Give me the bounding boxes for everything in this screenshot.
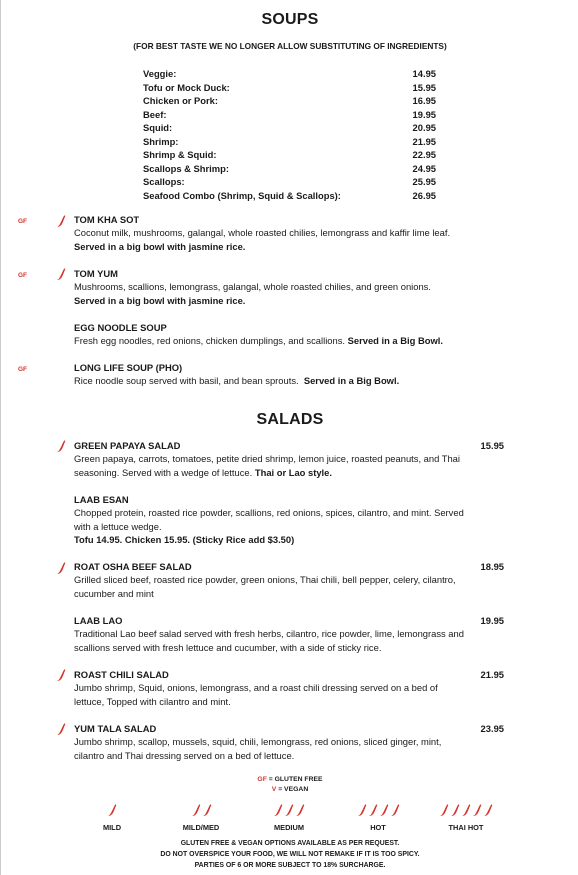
spice-label-medium: MEDIUM: [274, 823, 304, 832]
item-price: 18.95: [480, 561, 504, 572]
menu-item-laab-lao: [74, 614, 504, 654]
soups-heading: SOUPS: [261, 11, 319, 28]
footer-line: DO NOT OVERSPICE YOUR FOOD, WE WILL NOT REMAKE IF IT IS TOO SPICY.: [160, 851, 420, 858]
chili-icon: [56, 214, 66, 228]
item-description: scallions served with fresh lettuce and cucumber, with a side of sticky rice.: [74, 641, 382, 653]
price-value: 16.95: [412, 95, 436, 106]
item-price: 21.95: [480, 669, 504, 680]
item-serving-note: Served in a big bowl with jasmine rice.: [74, 240, 246, 252]
spice-chilis-mild-med: [161, 803, 241, 817]
item-price-note: Tofu 14.95. Chicken 15.95. (Sticky Rice add $3.50): [74, 534, 295, 546]
item-title: LAAB ESAN: [74, 494, 129, 505]
item-description: seasoning. Served with a wedge of lettuce.: [74, 466, 253, 478]
footer-line: PARTIES OF 6 OR MORE SUBJECT TO 18% SURCHARGE.: [194, 862, 386, 869]
chili-icon: [191, 803, 201, 817]
item-description: cucumber and mint: [74, 587, 154, 599]
price-name: Tofu or Mock Duck:: [143, 81, 230, 93]
price-name: Shrimp:: [143, 135, 179, 147]
price-value: 25.95: [412, 176, 436, 187]
item-price: 19.95: [480, 615, 504, 626]
item-title: YUM TALA SALAD: [74, 723, 157, 734]
gluten-free-badge: GF: [18, 366, 28, 373]
gluten-free-badge: GF: [18, 272, 28, 279]
menu-item-laab-esan: [74, 493, 504, 547]
item-description: Chopped protein, roasted rice powder, scallions, red onions, spices, cilantro, and mint. Served: [74, 507, 464, 519]
menu-item-egg-noodle-soup: [74, 321, 504, 348]
price-name: Seafood Combo (Shrimp, Squid & Scallops):: [143, 189, 341, 201]
menu-item-green-papaya-salad: [74, 439, 504, 479]
menu-item-tom-kha-sot: [74, 213, 504, 253]
price-value: 14.95: [412, 68, 436, 79]
price-name: Scallops & Shrimp:: [143, 162, 229, 174]
chili-icon: [56, 722, 66, 736]
item-title: TOM YUM: [74, 268, 118, 279]
item-serving-note: Served in a Big Bowl.: [347, 335, 443, 347]
chili-icon: [56, 561, 66, 575]
price-name: Squid:: [143, 122, 173, 133]
soups-note: (FOR BEST TASTE WE NO LONGER ALLOW SUBSTITUTING OF INGREDIENTS): [133, 41, 447, 51]
chili-icon: [450, 803, 460, 817]
item-title: EGG NOODLE SOUP: [74, 322, 167, 333]
gf-meaning: = GLUTEN FREE: [268, 776, 323, 783]
item-title: ROAST CHILI SALAD: [74, 669, 169, 680]
item-description: Coconut milk, mushrooms, galangal, whole roasted chilies, lemongrass and kaffir lime leaf.: [74, 227, 451, 239]
chili-icon: [390, 803, 400, 817]
item-price: 23.95: [480, 723, 504, 734]
spice-chilis-hot: [338, 803, 418, 817]
spice-label-mild: MILD: [102, 823, 122, 832]
item-description: Grilled sliced beef, roasted rice powder, green onions, Thai chili, bell pepper, celery, cilantro,: [74, 574, 456, 586]
footer-line: GLUTEN FREE & VEGAN OPTIONS AVAILABLE AS PER REQUEST.: [180, 840, 400, 847]
chili-icon: [273, 803, 283, 817]
spice-label-hot: HOT: [370, 823, 386, 832]
item-description: lettuce, Topped with cilantro and mint.: [74, 695, 231, 707]
price-value: 21.95: [412, 135, 436, 147]
chili-icon: [483, 803, 493, 817]
item-description: Green papaya, carrots, tomatoes, petite dried shrimp, lemon juice, roasted peanuts, and Thai: [74, 453, 460, 465]
menu-item-yum-tala-salad: [74, 722, 504, 762]
item-title: GREEN PAPAYA SALAD: [74, 440, 181, 451]
chili-icon: [56, 668, 66, 682]
chili-icon: [284, 803, 294, 817]
menu-item-tom-yum: [74, 267, 504, 307]
item-description: with a lettuce wedge.: [74, 520, 162, 532]
item-style-note: Thai or Lao style.: [254, 466, 332, 478]
price-value: 24.95: [412, 162, 436, 174]
gluten-free-key: [1, 776, 578, 783]
salads-heading: SALADS: [256, 411, 324, 428]
vegan-meaning: = VEGAN: [278, 786, 309, 793]
spice-chilis-mild: [72, 803, 152, 817]
chili-icon: [107, 803, 117, 817]
price-name: Scallops:: [143, 176, 185, 187]
menu-item-long-life-soup: [74, 361, 504, 388]
chili-icon: [295, 803, 305, 817]
vegan-key: [1, 786, 578, 793]
price-value: 19.95: [412, 108, 436, 120]
chili-icon: [56, 439, 66, 453]
price-name: Veggie:: [143, 68, 177, 79]
chili-icon: [357, 803, 367, 817]
item-price: 15.95: [480, 440, 504, 451]
item-description: Mushrooms, scallions, lemongrass, galangal, whole roasted chilies, and green onions.: [74, 281, 431, 293]
price-value: 20.95: [412, 122, 436, 133]
item-title: TOM KHA SOT: [74, 214, 140, 225]
item-description: Traditional Lao beef salad served with fresh herbs, cilantro, rice powder, lime, lemongrass and: [74, 628, 464, 640]
spice-label-mild-med: MILD/MED: [182, 823, 220, 832]
item-title: LAAB LAO: [74, 615, 123, 626]
item-serving-note: Served in a big bowl with jasmine rice.: [74, 294, 246, 306]
item-description: Fresh egg noodles, red onions, chicken dumplings, and scallions.: [74, 335, 345, 347]
price-name: Shrimp & Squid:: [143, 149, 217, 160]
item-description: Jumbo shrimp, Squid, onions, lemongrass, and a roast chili dressing served on a bed of: [74, 682, 438, 694]
spice-chilis-medium: [249, 803, 329, 817]
price-value: 22.95: [412, 149, 436, 160]
footer-notes: [1, 838, 578, 871]
item-serving-note: Served in a Big Bowl.: [303, 375, 400, 387]
chili-icon: [368, 803, 378, 817]
item-title: ROAT OSHA BEEF SALAD: [74, 561, 192, 572]
price-value: 26.95: [412, 189, 436, 201]
item-description: cilantro and Thai dressing served on a bed of lettuce.: [74, 749, 295, 761]
chili-icon: [472, 803, 482, 817]
item-description: Jumbo shrimp, scallop, mussels, squid, chili, lemongrass, red onions, sliced ginger, mint,: [74, 736, 442, 748]
spice-label-thai-hot: THAI HOT: [448, 823, 484, 832]
price-value: 15.95: [412, 81, 436, 93]
price-name: Chicken or Pork:: [143, 95, 219, 106]
item-description: Rice noodle soup served with basil, and bean sprouts.: [74, 375, 299, 387]
chili-icon: [56, 267, 66, 281]
chili-icon: [379, 803, 389, 817]
gf-code: GF: [257, 776, 267, 783]
menu-item-roast-chili-salad: [74, 668, 504, 708]
menu-item-roat-osha-beef-salad: [74, 560, 504, 600]
chili-icon: [439, 803, 449, 817]
item-title: LONG LIFE SOUP (PHO): [74, 362, 183, 373]
price-name: Beef:: [143, 108, 167, 120]
chili-icon: [461, 803, 471, 817]
vegan-code: V: [271, 786, 277, 793]
spice-chilis-thai-hot: [426, 803, 506, 817]
chili-icon: [202, 803, 212, 817]
gluten-free-badge: GF: [18, 218, 28, 225]
